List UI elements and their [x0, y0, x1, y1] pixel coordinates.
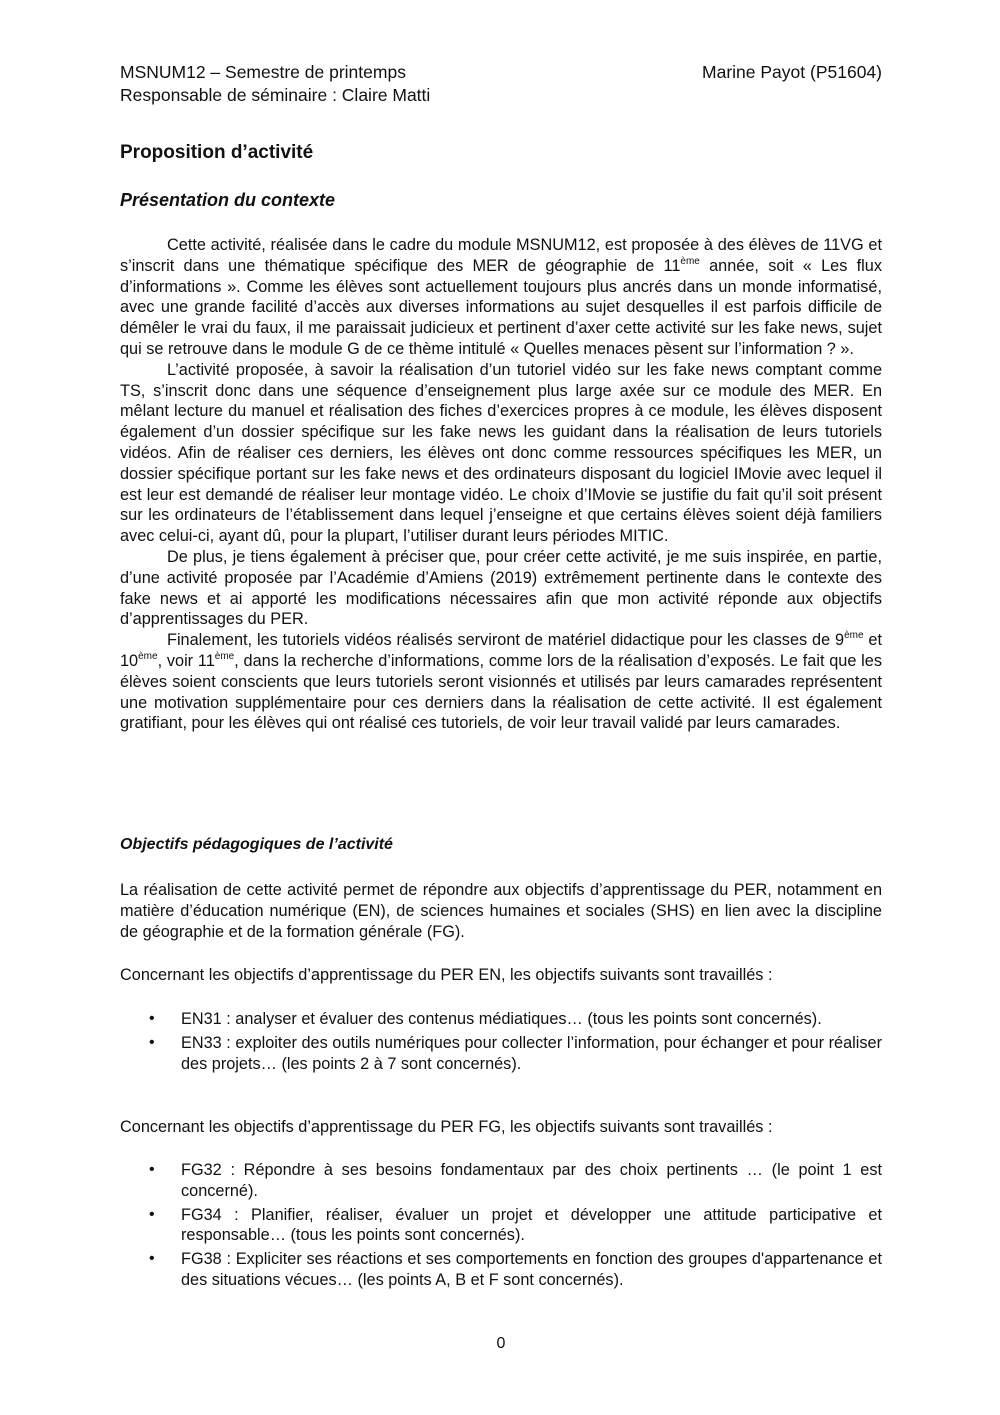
list-item: • FG34 : Planifier, réaliser, évaluer un projet et développer une attitude participative et responsable… (tous les points sont concernés). — [149, 1205, 882, 1245]
course-line: MSNUM12 – Semestre de printemps — [120, 62, 406, 82]
bullet-icon: • — [149, 1033, 155, 1051]
context-section — [120, 235, 882, 734]
objectives-heading: Objectifs pédagogiques de l’activité — [120, 836, 393, 853]
list-item: • FG38 : Expliciter ses réactions et ses comportements en fonction des groupes d'appartenance et des situations vécues… (les points A, B et F sont concernés). — [149, 1250, 882, 1289]
supervisor-line: Responsable de séminaire : Claire Matti — [120, 85, 431, 105]
fg-lead: Concernant les objectifs d’apprentissage du PER FG, les objectifs suivants sont travaillés : — [120, 1118, 773, 1136]
page-number: 0 — [496, 1335, 506, 1352]
context-paragraph-4: Finalement, les tutoriels vidéos réalisés serviront de matériel didactique pour les classes de 9ème et 10ème, voir 11ème, dans la recherche d’informations, comme lors de la réalisation d’exposés. Le fait que les élèves soient conscients que leurs tutoriels seront visionnés et utilisés par leurs camarades représentent une motivation supplémentaire pour ces derniers dans la réalisation de cette activité. Il est également gratifiant, pour les élèves qui ont réalisé ces tutoriels, de voir leur travail validé par leurs camarades. — [120, 630, 882, 733]
en-lead: Concernant les objectifs d’apprentissage du PER EN, les objectifs suivants sont travaillés : — [120, 966, 773, 984]
context-paragraph-1: Cette activité, réalisée dans le cadre du module MSNUM12, est proposée à des élèves de 11VG et s’inscrit dans une thématique spécifique des MER de géographie de 11ème année, soit « Les flux d’informations ». Comme les élèves sont actuellement toujours plus ancrés dans un monde informatisé, avec une grande facilité d’accès aux diverses informations au sujet desquelles il est parfois difficile de démêler le vrai du faux, il me paraissait judicieux et pertinent d’axer cette activité sur les fake news, sujet qui se retrouve dans le module G de ce thème intitulé « Quelles menaces pèsent sur l’information ? ». — [120, 236, 882, 358]
bullet-icon: • — [149, 1250, 155, 1268]
list-item: • EN31 : analyser et évaluer des contenus médiatiques… (tous les points sont concernés). — [149, 1010, 822, 1028]
en-objectives-list — [120, 1009, 882, 1077]
context-paragraph-3: De plus, je tiens également à préciser que, pour créer cette activité, je me suis inspirée, en partie, d’une activité proposée par l’Académie d’Amiens (2019) extrêmement pertinente dans le contexte des fake news et ai apporté les modifications nécessaires afin que mon activité réponde aux objectifs d’apprentissages du PER. — [120, 547, 882, 629]
bullet-icon: • — [149, 1205, 155, 1223]
header-left — [120, 61, 620, 107]
document-title: Proposition d’activité — [120, 142, 314, 163]
context-heading: Présentation du contexte — [120, 190, 336, 210]
bullet-icon: • — [149, 1010, 155, 1027]
list-item: • EN33 : exploiter des outils numériques pour collecter l’information, pour échanger et pour réaliser des projets… (les points 2 à 7 sont concernés). — [149, 1033, 882, 1073]
fg-objectives-list — [120, 1160, 882, 1294]
list-item: • FG32 : Répondre à ses besoins fondamentaux par des choix pertinents … (le point 1 est concerné). — [149, 1161, 882, 1200]
bullet-icon: • — [149, 1161, 155, 1178]
context-paragraph-2: L’activité proposée, à savoir la réalisation d’un tutoriel vidéo sur les fake news comptant comme TS, s’inscrit donc dans une séquence d’enseignement plus large axée sur ce module des MER. En mêlant lecture du manuel et réalisation des fiches d’exercices propres à ce module, les élèves disposent également d’un dossier spécifique sur les fake news les guidant dans la réalisation de leurs tutoriels vidéos. Afin de réaliser ces derniers, les élèves ont donc comme ressources spécifiques les MER, un dossier spécifique portant sur les fake news et des ordinateurs disposant du logiciel IMovie avec lequel il est leur est demandé de réaliser leur montage vidéo. Le choix d’IMovie se justifie du fait qu’il soit présent sur les ordinateurs de l’établissement dans lequel j’enseigne et que certains élèves soient déjà familiers avec celui-ci, ayant dû, pour la plupart, l’utiliser durant leurs périodes MITIC. — [120, 360, 882, 546]
objectives-intro: La réalisation de cette activité permet de répondre aux objectifs d’apprentissage du PER, notamment en matière d’éducation numérique (EN), de sciences humaines et sociales (SHS) en lien avec la discipline de géographie et de la formation générale (FG). — [120, 881, 882, 941]
author-line: Marine Payot (P51604) — [702, 62, 882, 82]
